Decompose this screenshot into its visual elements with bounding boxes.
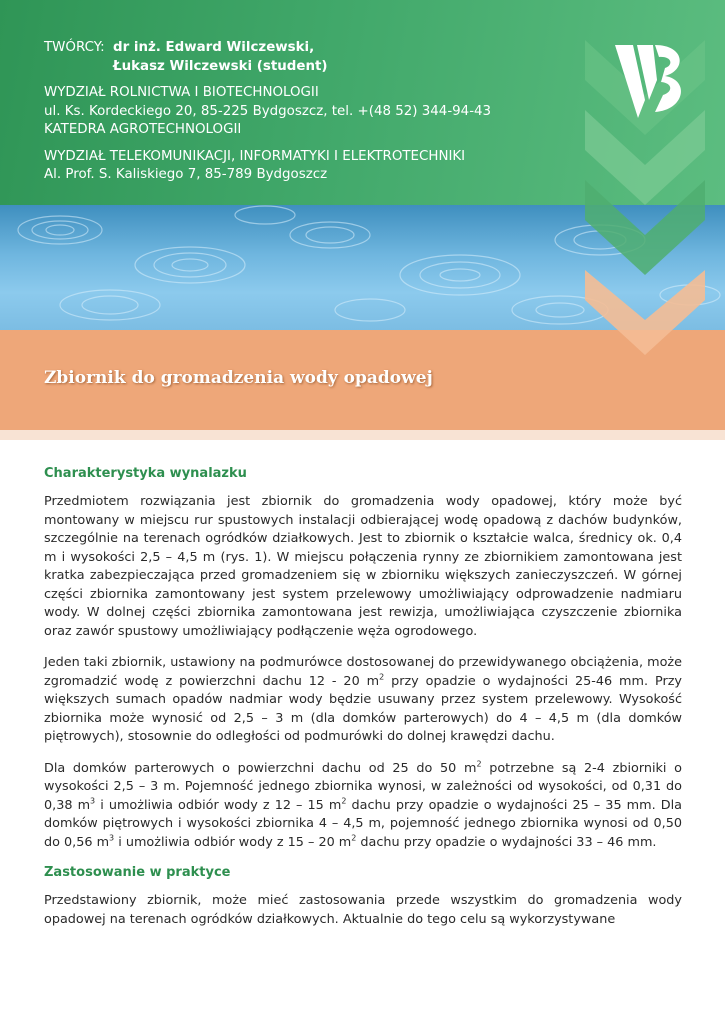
divider-band (0, 430, 725, 440)
features-heading: Charakterystyka wynalazku (44, 466, 247, 481)
address-1: ul. Ks. Kordeckiego 20, 85-225 Bydgoszcz, tel. +(48 52) 344-94-43 (44, 103, 492, 119)
paragraph-3: Dla domków parterowych o powierzchni dachu od 25 do 50 $m^2$ potrzebne są 2-4 zbiorniki o wysokości 2,5 – 3 m. Pojemność jednego zbiornika wynosi, w zależności od wysokości, od 0,31 do 0,38 $m^3$ i umożliwia odbiór wody z 12 – 15 $m^2$ dachu przy opadzie o wydajności 25 – 35 mm. Dla domków piętrowych i wysokości zbiornika 4 – 4,5 m, pojemność jednego zbiornika wynosi od 0,50 do 0,56 $m^3$ i umożliwia odbiór wody z 15 – 20 $m^2$ dachu przy opadzie o wydajności 33 – 46 mm. (44, 759, 682, 850)
address-2: Al. Prof. S. Kaliskiego 7, 85-789 Bydgoszcz (44, 167, 328, 182)
chevron-logo-decoration (545, 0, 725, 370)
paragraph-2: Jeden taki zbiornik, ustawiony na podmurówce dostosowanej do przewidywanego obciążenia, może zgromadzić wodę z powierzchni dachu 12 - 20 $m^2$ przy opadzie o wydajności 25-46 mm. Przy większych sumach opadów nadmiar wody będzie usuwany przez system przelewowy. Wysokość zbiornika może wynosić od 2,5 – 3 m (dla domków parterowych) do 4 – 4,5 m (dla domków piętrowych), stosownie do odległości od podmurówki do dolnej krawędzi dachu. (44, 655, 682, 744)
creator-2: Łukasz Wilczewski (student) (113, 58, 328, 74)
creators-label: TWÓRCY: (44, 40, 105, 55)
application-heading: Zastosowanie w praktyce (44, 865, 231, 880)
paragraph-1: Przedmiotem rozwiązania jest zbiornik do gromadzenia wody opadowej, który może być montowany w miejscu rur spustowych instalacji odbierającej wodę opadową z dachów budynków, szczególnie na terenach ogródków działkowych. Jest to zbiornik o kształcie walca, średnicy ok. 0,4 m i wysokości 2,5 – 4,5 m (rys. 1). W miejscu połączenia rynny ze zbiornikiem zamontowana jest kratka zabezpieczająca przed gromadzeniem się w zbiorniku większych zanieczyszczeń. W górnej części zbiornika zamontowany jest system przelewowy umożliwiający odprowadzenie nadmiaru wody. W dolnej części zbiornika zamontowana jest rewizja, umożliwiająca czyszczenie zbiornika oraz zawór spustowy umożliwiający podłączenie węża ogrodowego. (44, 494, 682, 639)
main-content (44, 466, 682, 942)
header-credits (44, 39, 491, 185)
creator-1: dr inż. Edward Wilczewski, (113, 40, 315, 55)
paragraph-4: Przedstawiony zbiornik, może mieć zastosowania przede wszystkim do gromadzenia wody opadowej na terenach ogródków działkowych. Aktualnie do tego celu są wykorzystywane (44, 893, 682, 927)
department-1: KATEDRA AGROTECHNOLOGII (44, 122, 242, 137)
page-title: Zbiornik do gromadzenia wody opadowej (44, 368, 433, 388)
faculty-2: WYDZIAŁ TELEKOMUNIKACJI, INFORMATYKI I ELEKTROTECHNIKI (44, 148, 466, 164)
faculty-1: WYDZIAŁ ROLNICTWA I BIOTECHNOLOGII (44, 85, 319, 100)
